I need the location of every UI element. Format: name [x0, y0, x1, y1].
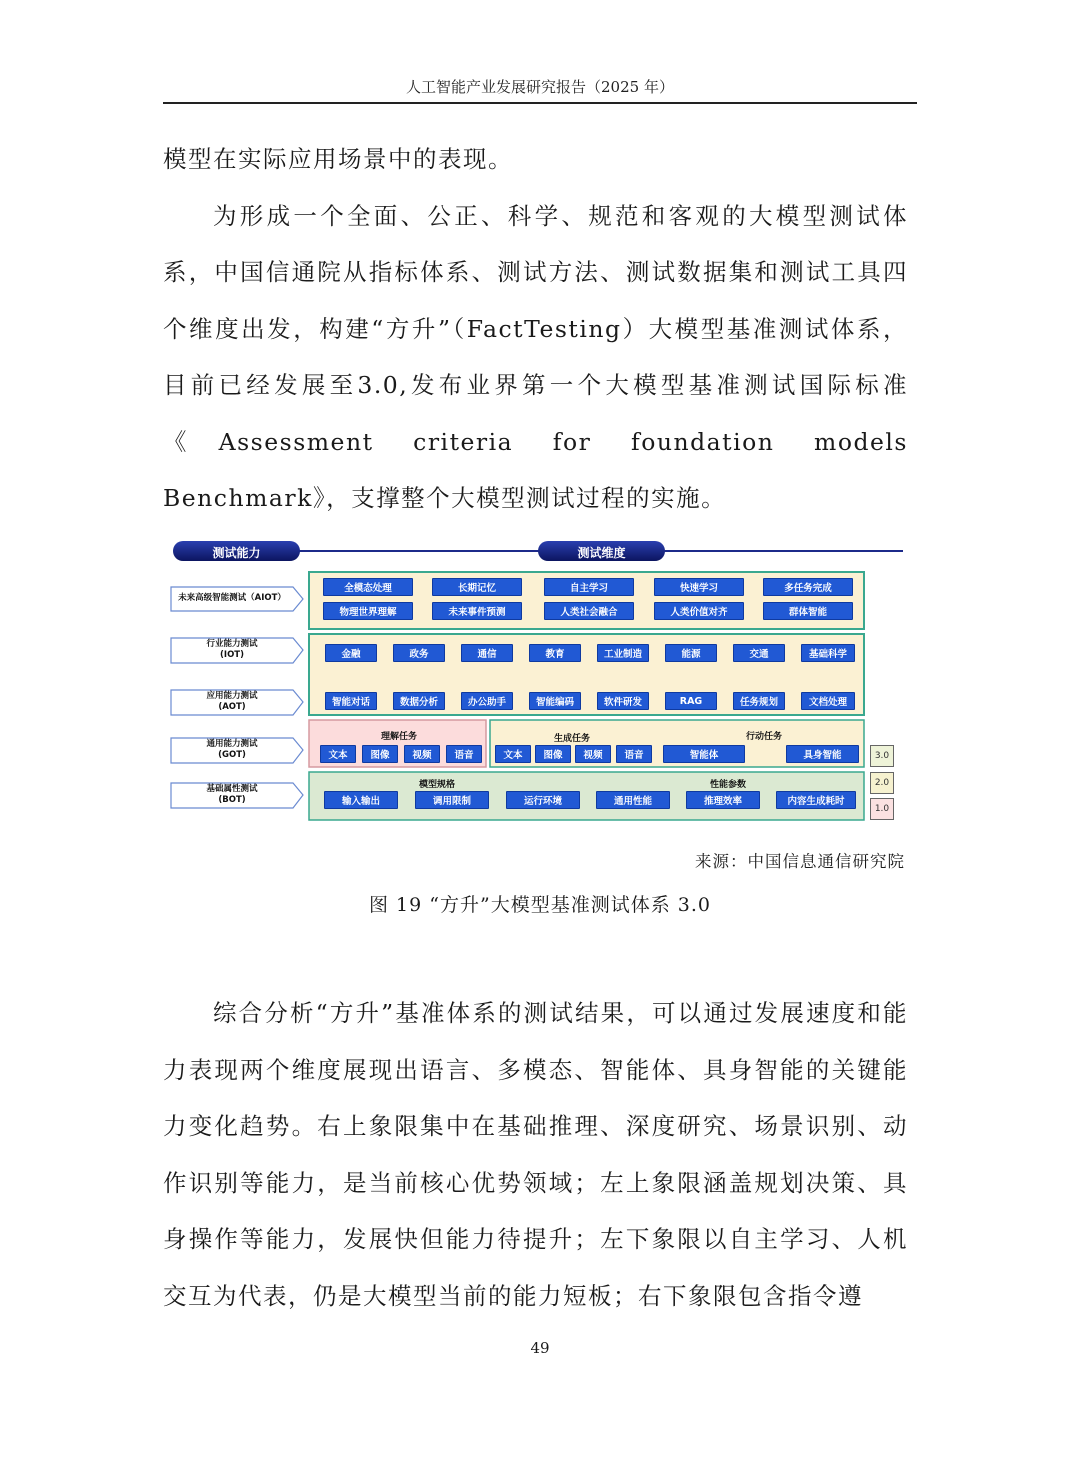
bot-perf-title: 性能参数 — [710, 780, 747, 790]
aiot-cell: 人类社会融合 — [544, 602, 634, 620]
label-aot-name: 应用能力测试 — [206, 691, 258, 701]
label-aot-code: (AOT) — [218, 702, 246, 712]
label-bot-name: 基础属性测试 — [206, 784, 258, 794]
got-understand-cell: 图像 — [362, 745, 398, 763]
aot-cell: 任务规划 — [733, 692, 785, 710]
bot-cell: 调用限制 — [415, 791, 489, 809]
aiot-cell: 全模态处理 — [323, 578, 413, 596]
bot-cell: 通用性能 — [596, 791, 670, 809]
iot-cell: 政务 — [393, 644, 445, 662]
aiot-cell: 未来事件预测 — [432, 602, 522, 620]
figure-source: 来源：中国信息通信研究院 — [695, 852, 905, 871]
label-got-code: (GOT) — [218, 750, 246, 760]
aot-cell: 智能对话 — [325, 692, 377, 710]
running-header: 人工智能产业发展研究报告（2025 年） — [406, 78, 674, 96]
version-tag: 2.0 — [870, 772, 894, 794]
iot-cell: 通信 — [461, 644, 513, 662]
aiot-cell: 群体智能 — [763, 602, 853, 620]
paragraph-2: 为形成一个全面、公正、科学、规范和客观的大模型测试体系，中国信通院从指标体系、测试方法、测试数据集和测试工具四个维度出发，构建“方升”（FactTesting）大模型基准测试体系，目前已经发展至3.0,发布业界第一个大模型基准测试国际标准《Assessment criteria for foundation models Benchmark》，支撑整个大模型测试过程的实施。 — [163, 201, 908, 512]
iot-cell: 工业制造 — [597, 644, 649, 662]
paragraph-3 — [163, 985, 908, 1324]
bot-cell: 运行环境 — [506, 791, 580, 809]
iot-cell: 能源 — [665, 644, 717, 662]
pill-capability: 测试能力 — [212, 546, 261, 560]
paragraph-1 — [163, 131, 908, 527]
aot-cell: 办公助手 — [461, 692, 513, 710]
iot-cell: 基础科学 — [801, 644, 855, 662]
pill-dimension: 测试维度 — [577, 546, 626, 560]
aiot-cell: 长期记忆 — [432, 578, 522, 596]
got-generate-cell: 语音 — [616, 745, 652, 763]
version-tag: 3.0 — [870, 745, 894, 767]
aiot-cell: 多任务完成 — [763, 578, 853, 596]
aot-cell: RAG — [665, 692, 717, 710]
label-got-name: 通用能力测试 — [206, 739, 258, 749]
figure-benchmark-system — [163, 530, 917, 830]
iot-cell: 教育 — [529, 644, 581, 662]
figure-caption: 图 19 “方升”大模型基准测试体系 3.0 — [369, 894, 711, 916]
got-understand-title: 理解任务 — [381, 732, 418, 742]
bot-spec-title: 模型规格 — [419, 780, 456, 790]
label-iot — [171, 639, 293, 661]
got-understand-cell: 视频 — [404, 745, 440, 763]
bot-cell: 内容生成耗时 — [776, 791, 856, 809]
label-aot — [171, 691, 293, 713]
aot-cell: 文档处理 — [801, 692, 855, 710]
header-rule — [163, 102, 917, 104]
got-understand-cell: 语音 — [446, 745, 482, 763]
aiot-cell: 自主学习 — [544, 578, 634, 596]
label-bot — [171, 784, 293, 806]
aot-cell: 智能编码 — [529, 692, 581, 710]
version-tag: 1.0 — [870, 798, 894, 820]
label-iot-name: 行业能力测试 — [206, 639, 258, 649]
got-action-cell: 智能体 — [663, 745, 745, 763]
got-generate-title: 生成任务 — [554, 734, 591, 744]
aiot-cell: 快速学习 — [654, 578, 744, 596]
bot-cell: 输入输出 — [324, 791, 398, 809]
label-iot-code: (IOT) — [220, 650, 244, 660]
aiot-cell: 人类价值对齐 — [654, 602, 744, 620]
aot-cell: 数据分析 — [393, 692, 445, 710]
got-generate-cell: 图像 — [535, 745, 571, 763]
paragraph-3-text: 综合分析“方升”基准体系的测试结果，可以通过发展速度和能力表现两个维度展现出语言、多模态、智能体、具身智能的关键能力变化趋势。右上象限集中在基础推理、深度研究、场景识别、动作识别等能力，是当前核心优势领域；左上象限涵盖规划决策、具身操作等能力，发展快但能力待提升；左下象限以自主学习、人机交互为代表，仍是大模型当前的能力短板；右下象限包含指令遵 — [163, 999, 908, 1310]
got-generate-cell: 视频 — [575, 745, 611, 763]
iot-cell: 交通 — [733, 644, 785, 662]
got-generate-cell: 文本 — [495, 745, 531, 763]
got-understand-cell: 文本 — [320, 745, 356, 763]
aot-cell: 软件研发 — [597, 692, 649, 710]
page-number: 49 — [530, 1339, 550, 1357]
label-aiot: 未来高级智能测试（AIOT） — [178, 593, 286, 603]
got-action-cell: 具身智能 — [786, 745, 859, 763]
paragraph-1-line-1: 模型在实际应用场景中的表现。 — [163, 145, 513, 173]
label-got — [171, 739, 293, 761]
iot-cell: 金融 — [325, 644, 377, 662]
aiot-cell: 物理世界理解 — [323, 602, 413, 620]
label-bot-code: (BOT) — [218, 795, 246, 805]
got-action-title: 行动任务 — [746, 732, 783, 742]
bot-cell: 推理效率 — [686, 791, 760, 809]
